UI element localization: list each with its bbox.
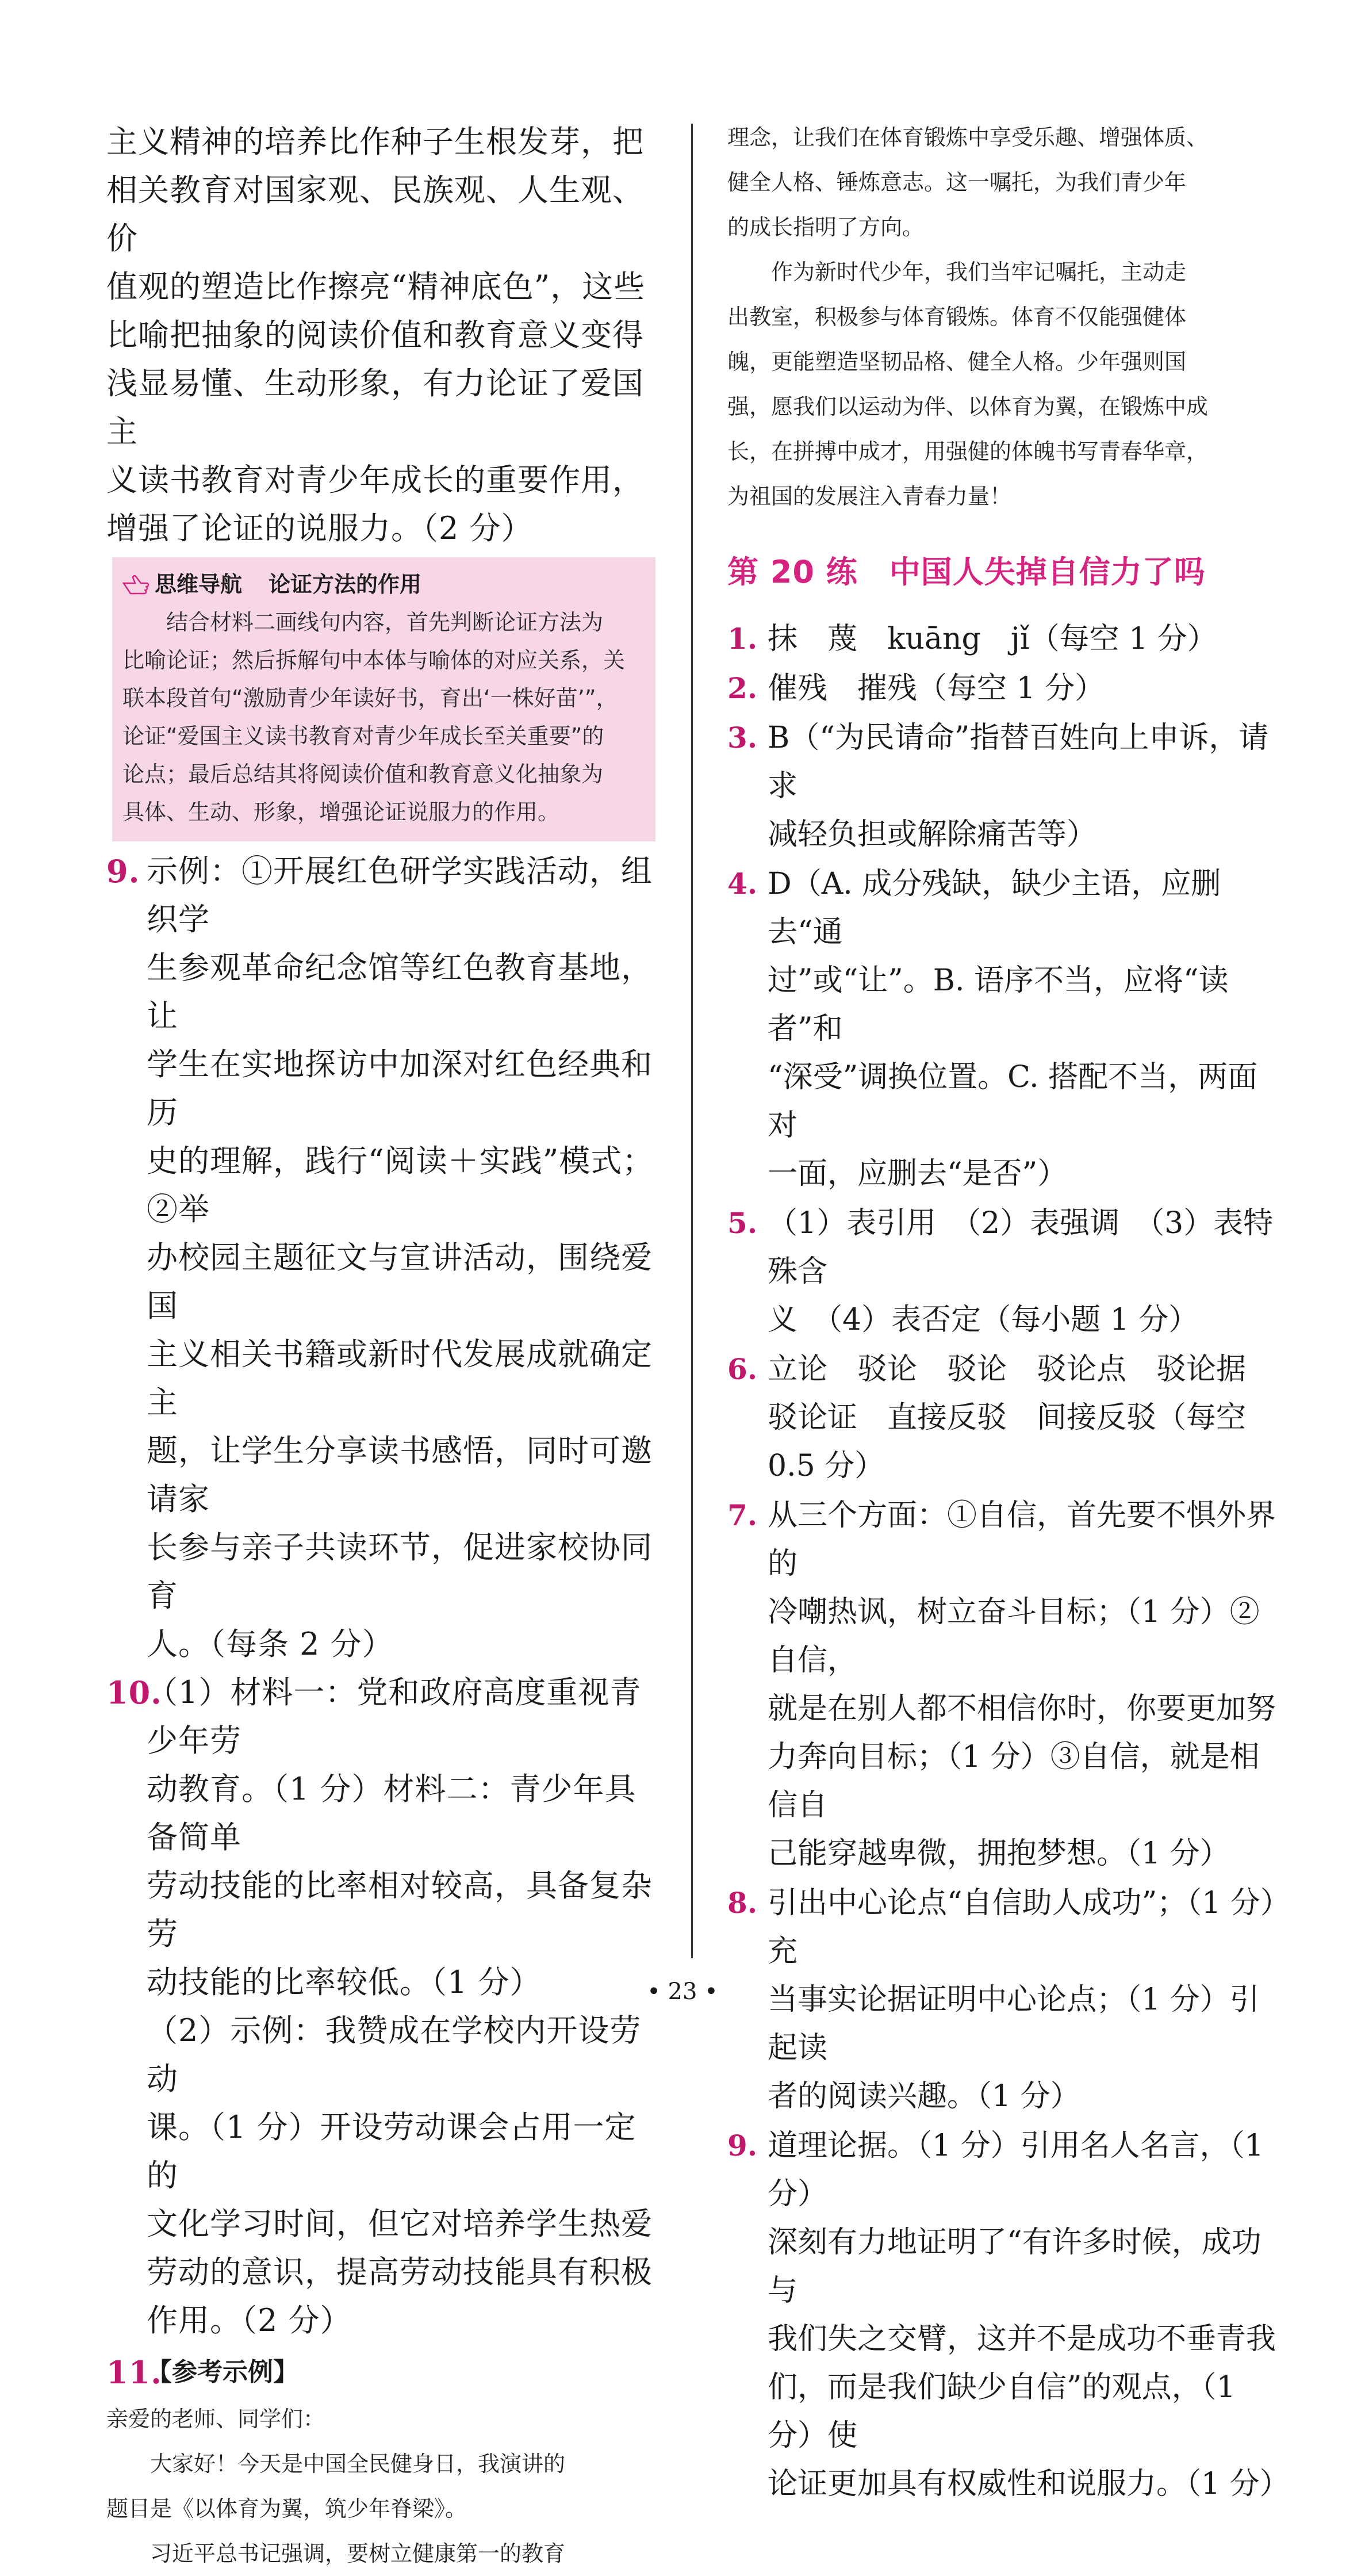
answer-item-10	[106, 1668, 661, 2345]
text-line: 减轻负担或解除痛苦等）	[768, 817, 1097, 852]
left-column	[106, 118, 661, 2576]
answer-number: 4.	[727, 867, 758, 901]
answer-item	[727, 1345, 1279, 1490]
text-line: 抹 蔑 kuāng jǐ（每空 1 分）	[768, 622, 1217, 656]
answer-item	[727, 2122, 1290, 2508]
text-line: 深刻有力地证明了“有许多时候，成功与	[768, 2225, 1262, 2308]
guide-line: 比喻论证；然后拆解句中本体与喻体的对应关系，关	[122, 648, 626, 673]
text-line: 义读书教育对青少年成长的重要作用，	[106, 462, 644, 498]
text-line: B（“为民请命”指替百姓向上申诉，请求	[768, 721, 1269, 803]
text-line: 就是在别人都不相信你时，你要更加努	[768, 1691, 1276, 1726]
text-line: 理念，让我们在体育锻炼中享受乐趣、增强体质、	[727, 125, 1209, 150]
text-line: 增强了论证的说服力。（2 分）	[106, 510, 533, 546]
text-line: 立论 驳论 驳论 驳论点 驳论据	[768, 1352, 1247, 1387]
text-line: 魄，更能塑造坚韧品格、健全人格。少年强则国	[727, 349, 1187, 374]
text-line: 们，而是我们缺少自信”的观点，（1 分）使	[768, 2370, 1236, 2453]
answer-number: 6.	[727, 1352, 758, 1386]
text-line: 作用。（2 分）	[147, 2302, 352, 2338]
text-line: 史的理解，践行“阅读＋实践”模式；②举	[147, 1143, 654, 1227]
text-line: 道理论据。（1 分）引用名人名言，（1 分）	[768, 2129, 1264, 2211]
text-line: 相关教育对国家观、民族观、人生观、价	[106, 172, 644, 257]
answer-number: 5.	[727, 1206, 758, 1240]
text-line: 办校园主题征文与宣讲活动，围绕爱国	[147, 1239, 653, 1324]
text-line: 一面，应删去“是否”）	[768, 1157, 1068, 1191]
answer-number: 9.	[727, 2129, 758, 2162]
text-line: 习近平总书记强调，要树立健康第一的教育	[150, 2541, 566, 2566]
text-line: D（A. 成分残缺，缺少主语，应删去“通	[768, 867, 1221, 950]
text-line: 我们失之交臂，这并不是成功不垂青我	[768, 2322, 1276, 2356]
text-line: 示例：①开展红色研学实践活动，组织学	[147, 853, 653, 937]
guide-label: 思维导航	[155, 572, 243, 597]
text-line: 动技能的比率较低。（1 分）	[147, 1964, 542, 2000]
text-line: 长参与亲子共读环节，促进家校协同育	[147, 1529, 653, 1614]
answer-item	[727, 714, 1279, 859]
answer-item	[727, 664, 1279, 713]
guide-line: 论证“爱国主义读书教育对青少年成长至关重要”的	[122, 724, 604, 749]
text-line: 冷嘲热讽，树立奋斗目标；（1 分）②自信，	[768, 1595, 1260, 1678]
answer-item-9	[106, 847, 661, 1668]
text-line: “深受”调换位置。C. 搭配不当，两面对	[768, 1060, 1258, 1143]
text-line: 比喻把抽象的阅读价值和教育意义变得	[106, 317, 644, 353]
text-line: 催残 摧残（每空 1 分）	[768, 671, 1105, 706]
speech-continuation	[727, 115, 1279, 519]
text-line: 题，让学生分享读书感悟，同时可邀请家	[147, 1433, 653, 1517]
text-line: 劳动技能的比率相对较高，具备复杂劳	[147, 1867, 653, 1952]
text-line: 课。（1 分）开设劳动课会占用一定的	[147, 2109, 637, 2194]
text-line: 主义精神的培养比作种子生根发芽，把	[106, 124, 644, 160]
text-line: （2）示例：我赞成在学校内开设劳动	[147, 2012, 642, 2097]
guide-line: 论点；最后总结其将阅读价值和教育意义化抽象为	[122, 761, 604, 787]
text-line: 值观的塑造比作擦亮“精神底色”，这些	[106, 269, 646, 305]
guide-line: 联本段首句“激励青少年读好书，育出‘一株好苗’”，	[122, 686, 618, 711]
text-line: （1）材料一：党和政府高度重视青少年劳	[147, 1674, 642, 1759]
text-line: 题目是《以体育为翼，筑少年脊梁》。	[106, 2496, 467, 2521]
text-line: 力奔向目标；（1 分）③自信，就是相信自	[768, 1740, 1260, 1823]
answer-item-11	[106, 2348, 661, 2397]
greeting: 亲爱的老师、同学们：	[106, 2406, 325, 2432]
answer-number: 10.	[106, 1674, 162, 1711]
text-line: 主义相关书籍或新时代发展成就确定主	[147, 1336, 653, 1421]
text-line: （1）表引用 （2）表强调 （3）表特殊含	[768, 1206, 1274, 1289]
text-line: 过”或“让”。B. 语序不当，应将“读者”和	[768, 963, 1229, 1046]
answer-number: 1.	[727, 622, 758, 656]
text-line: 出教室，积极参与体育锻炼。体育不仅能强健体	[727, 304, 1187, 330]
text-line: 义 （4）表否定（每小题 1 分）	[768, 1303, 1199, 1337]
text-line: 文化学习时间，但它对培养学生热爱	[147, 2206, 653, 2242]
text-line: 动教育。（1 分）材料二：青少年具备简单	[147, 1771, 637, 1855]
text-line: 人。（每条 2 分）	[147, 1626, 394, 1662]
text-line: 者的阅读兴趣。（1 分）	[768, 2079, 1080, 2114]
guide-line: 具体、生动、形象，增强论证说服力的作用。	[122, 799, 560, 825]
text-line: 引出中心论点“自信助人成功”；（1 分）充	[768, 1886, 1275, 1969]
guide-line: 结合材料二画线句内容，首先判断论证方法为	[166, 610, 604, 635]
text-line: 学生在实地探访中加深对红色经典和历	[147, 1046, 653, 1131]
answer-item	[727, 1491, 1279, 1878]
text-line: 己能穿越卑微，拥抱梦想。（1 分）	[768, 1836, 1230, 1871]
section-title	[727, 548, 1279, 592]
text-line: 浅显易懂、生动形象，有力论证了爱国主	[106, 365, 644, 450]
intro-paragraph	[106, 118, 661, 553]
text-line: 大家好！今天是中国全民健身日，我演讲的	[150, 2451, 566, 2477]
answer-number: 2.	[727, 671, 758, 705]
speech-excerpt	[106, 2397, 661, 2576]
text-line: 从三个方面：①自信，首先要不惧外界的	[768, 1498, 1276, 1581]
text-line: 驳论证 直接反驳 间接反驳（每空	[768, 1400, 1247, 1435]
pointing-hand-icon	[122, 573, 150, 596]
answer-item	[727, 860, 1279, 1198]
section-number: 第 20 练	[727, 554, 858, 590]
text-line: 为祖国的发展注入青春力量！	[727, 484, 1012, 509]
answer-item	[727, 1199, 1279, 1344]
text-line: 作为新时代少年，我们当牢记嘱托，主动走	[771, 259, 1187, 285]
guide-header	[122, 565, 647, 603]
answer-number: 7.	[727, 1498, 758, 1532]
reference-label: 【参考示例】	[147, 2357, 298, 2387]
text-line: 健全人格、锤炼意志。这一嘱托，为我们青少年	[727, 170, 1187, 195]
guide-topic: 论证方法的作用	[269, 572, 422, 597]
text-line: 当事实论据证明中心论点；（1 分）引起读	[768, 1982, 1260, 2065]
text-line: 的成长指明了方向。	[727, 215, 925, 240]
text-line: 论证更加具有权威性和说服力。（1 分）	[768, 2467, 1290, 2501]
answer-number: 3.	[727, 721, 758, 755]
page-number: • 23 •	[647, 1978, 718, 2005]
answer-item	[727, 615, 1279, 663]
answer-number: 8.	[727, 1886, 758, 1920]
text-line: 长，在拼搏中成才，用强健的体魄书写青春华章，	[727, 439, 1209, 464]
right-column	[727, 115, 1290, 2509]
text-line: 生参观革命纪念馆等红色教育基地，让	[147, 950, 653, 1034]
answer-number: 11.	[106, 2354, 162, 2391]
text-line: 强，愿我们以运动为伴、以体育为翼，在锻炼中成	[727, 394, 1209, 419]
column-divider	[691, 124, 693, 1958]
text-line: 0.5 分）	[768, 1449, 885, 1483]
text-line: 劳动的意识，提高劳动技能具有积极	[147, 2254, 653, 2290]
thinking-guide-box	[112, 557, 655, 841]
section-heading: 中国人失掉自信力了吗	[889, 554, 1206, 590]
answer-number: 9.	[106, 853, 140, 890]
